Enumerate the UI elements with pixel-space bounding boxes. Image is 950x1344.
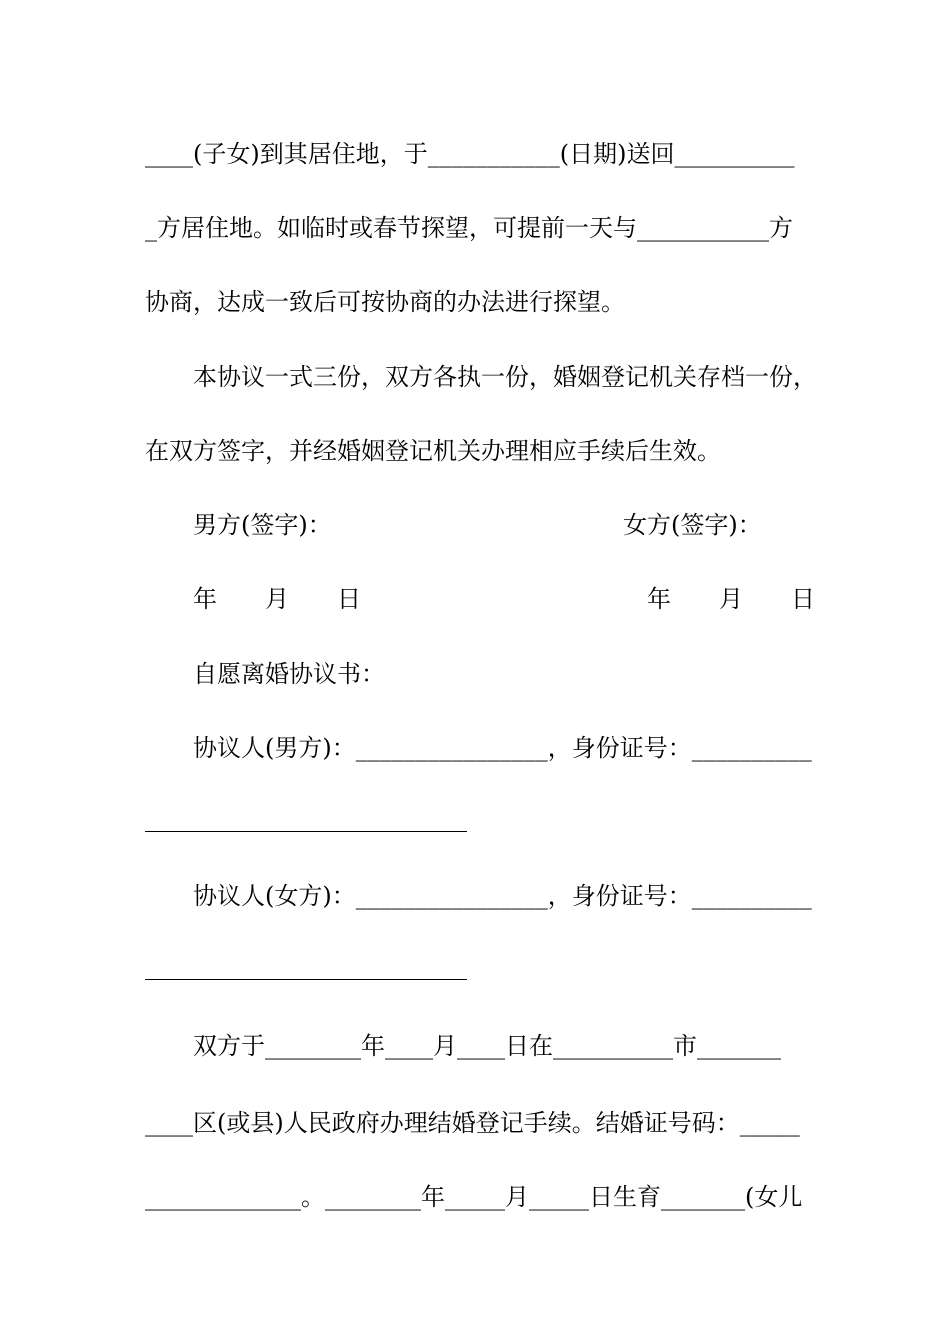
party-female-line: 协议人(女方)：________________，身份证号：__________ — [193, 882, 812, 910]
male-signature-label: 男方(签字)： — [193, 511, 332, 539]
male-date-label: 年 月 日 — [193, 585, 361, 613]
blank-underline — [145, 979, 467, 980]
text-line: 本协议一式三份，双方各执一份，婚姻登记机关存档一份， — [193, 363, 817, 391]
section-title: 自愿离婚协议书： — [193, 660, 385, 688]
text-line: ____(子女)到其居住地，于___________(日期)送回__________ — [145, 140, 795, 168]
female-signature-label: 女方(签字)： — [623, 511, 762, 539]
blank-underline — [145, 831, 467, 832]
text-line: 在双方签字，并经婚姻登记机关办理相应手续后生效。 — [145, 437, 721, 465]
party-male-line: 协议人(男方)：________________，身份证号：__________ — [193, 734, 812, 762]
text-line: _____________。________年_____月_____日生育_______(女儿 — [145, 1183, 803, 1211]
female-date-label: 年 月 日 — [647, 585, 815, 613]
text-line: ____区(或县)人民政府办理结婚登记手续。结婚证号码：_____ — [145, 1109, 800, 1137]
text-line: 双方于________年____月____日在__________市_______ — [193, 1032, 781, 1060]
text-line: 协商，达成一致后可按协商的办法进行探望。 — [145, 288, 625, 316]
text-line: _方居住地。如临时或春节探望，可提前一天与___________方 — [145, 214, 793, 242]
